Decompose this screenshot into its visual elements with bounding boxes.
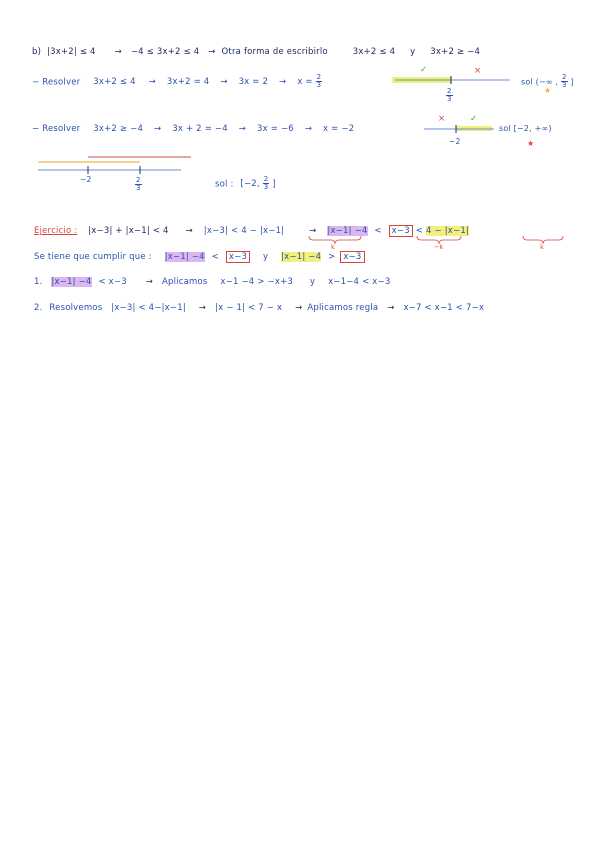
item-label: b): [32, 47, 42, 57]
boxed-expression: x−3: [340, 251, 364, 263]
step: 3x+2 ≥ −4: [93, 124, 144, 134]
step1-line: 1. |x−1| −4 < x−3 → Aplicamos x−1 −4 > −x+3 y x−1−4 < x−3: [34, 277, 391, 287]
exercise-line: Ejercicio : |x−3| + |x−1| < 4 → |x−3| < 4 − |x−1| → |x−1| −4 < x−3 < 4 − |x−1|: [34, 226, 469, 236]
star-icon: ★: [544, 86, 552, 95]
exercise-equation: |x−3| + |x−1| < 4: [88, 226, 169, 236]
note: Otra forma de escribirlo: [221, 47, 328, 57]
underbrace-label: k: [331, 243, 335, 251]
step: 3x+2 = 4: [166, 77, 210, 88]
arrow: →: [114, 47, 122, 57]
check-mark: ✓: [470, 114, 478, 124]
underbrace-label: k: [540, 243, 544, 251]
highlight-purple: |x−1| −4: [51, 277, 92, 287]
step: |x−3| < 4 − |x−1|: [203, 226, 285, 236]
combined-solution: sol : [−2, $\frac{2}{3}$ ]: [215, 175, 276, 192]
arrow: →: [279, 77, 287, 88]
solve-label: Resolver: [42, 124, 81, 134]
main-inequality: |3x+2| ≤ 4: [47, 47, 96, 57]
arrow: →: [220, 77, 228, 88]
solution-1: sol (−∞ , $\frac{2}{3}$ ]: [521, 73, 574, 90]
boxed-expression: x−3: [389, 225, 413, 237]
step: x =: [297, 77, 313, 88]
tick-label: $\frac{2}{3}$: [447, 87, 452, 104]
boxed-expression: x−3: [226, 251, 250, 263]
step: 3x = 2: [238, 77, 269, 88]
condition-text: Se tiene que cumplir que :: [34, 252, 152, 262]
expanded-inequality: −4 ≤ 3x+2 ≤ 4: [130, 47, 200, 57]
arrow: →: [309, 226, 317, 236]
step2-line: 2. Resolvemos |x−3| < 4−|x−1| → |x − 1| < 7 − x → Aplicamos regla → x−7 < x−1 < 7−x: [34, 303, 485, 313]
solve-label: Resolver: [42, 77, 81, 88]
part1: 3x+2 ≤ 4: [352, 47, 396, 57]
highlight-purple: |x−1| −4: [164, 252, 205, 262]
dash: −: [32, 124, 40, 134]
highlight-yellow: |x−1| −4: [281, 252, 322, 262]
solve2-line: [32, 125, 354, 134]
check-mark: ✓: [420, 65, 428, 75]
solution-2: sol [−2, +∞): [499, 124, 552, 133]
part2: 3x+2 ≥ −4: [430, 47, 481, 57]
tick-label: −2: [80, 175, 92, 184]
highlight-yellow: 4 − |x−1|: [425, 226, 469, 236]
arrow: →: [185, 226, 193, 236]
arrow: →: [238, 124, 247, 134]
condition-line: Se tiene que cumplir que : |x−1| −4 < x−3 y |x−1| −4 > x−3: [34, 253, 365, 262]
tick-label: $\frac{2}{3}$: [136, 176, 141, 193]
step: 3x + 2 = −4: [172, 124, 228, 134]
cross-mark: ×: [474, 66, 482, 76]
fraction: $\frac{2}{3}$: [316, 73, 322, 90]
cross-mark: ×: [438, 114, 446, 124]
arrow: →: [304, 124, 313, 134]
underbrace-label: −k: [434, 243, 444, 251]
step: 3x+2 ≤ 4: [93, 77, 136, 88]
underbrace: [309, 236, 361, 244]
arrow: →: [208, 47, 216, 57]
highlight-purple: |x−1| −4: [327, 226, 368, 236]
arrow: →: [153, 124, 162, 134]
conjunction: y: [410, 47, 416, 57]
arrow: →: [148, 77, 156, 88]
exercise-title: Ejercicio :: [34, 226, 78, 236]
dash: −: [32, 77, 40, 88]
step: 3x = −6: [257, 124, 294, 134]
star-icon: ★: [527, 139, 535, 148]
tick-label: −2: [449, 137, 461, 146]
step: x = −2: [323, 124, 355, 134]
